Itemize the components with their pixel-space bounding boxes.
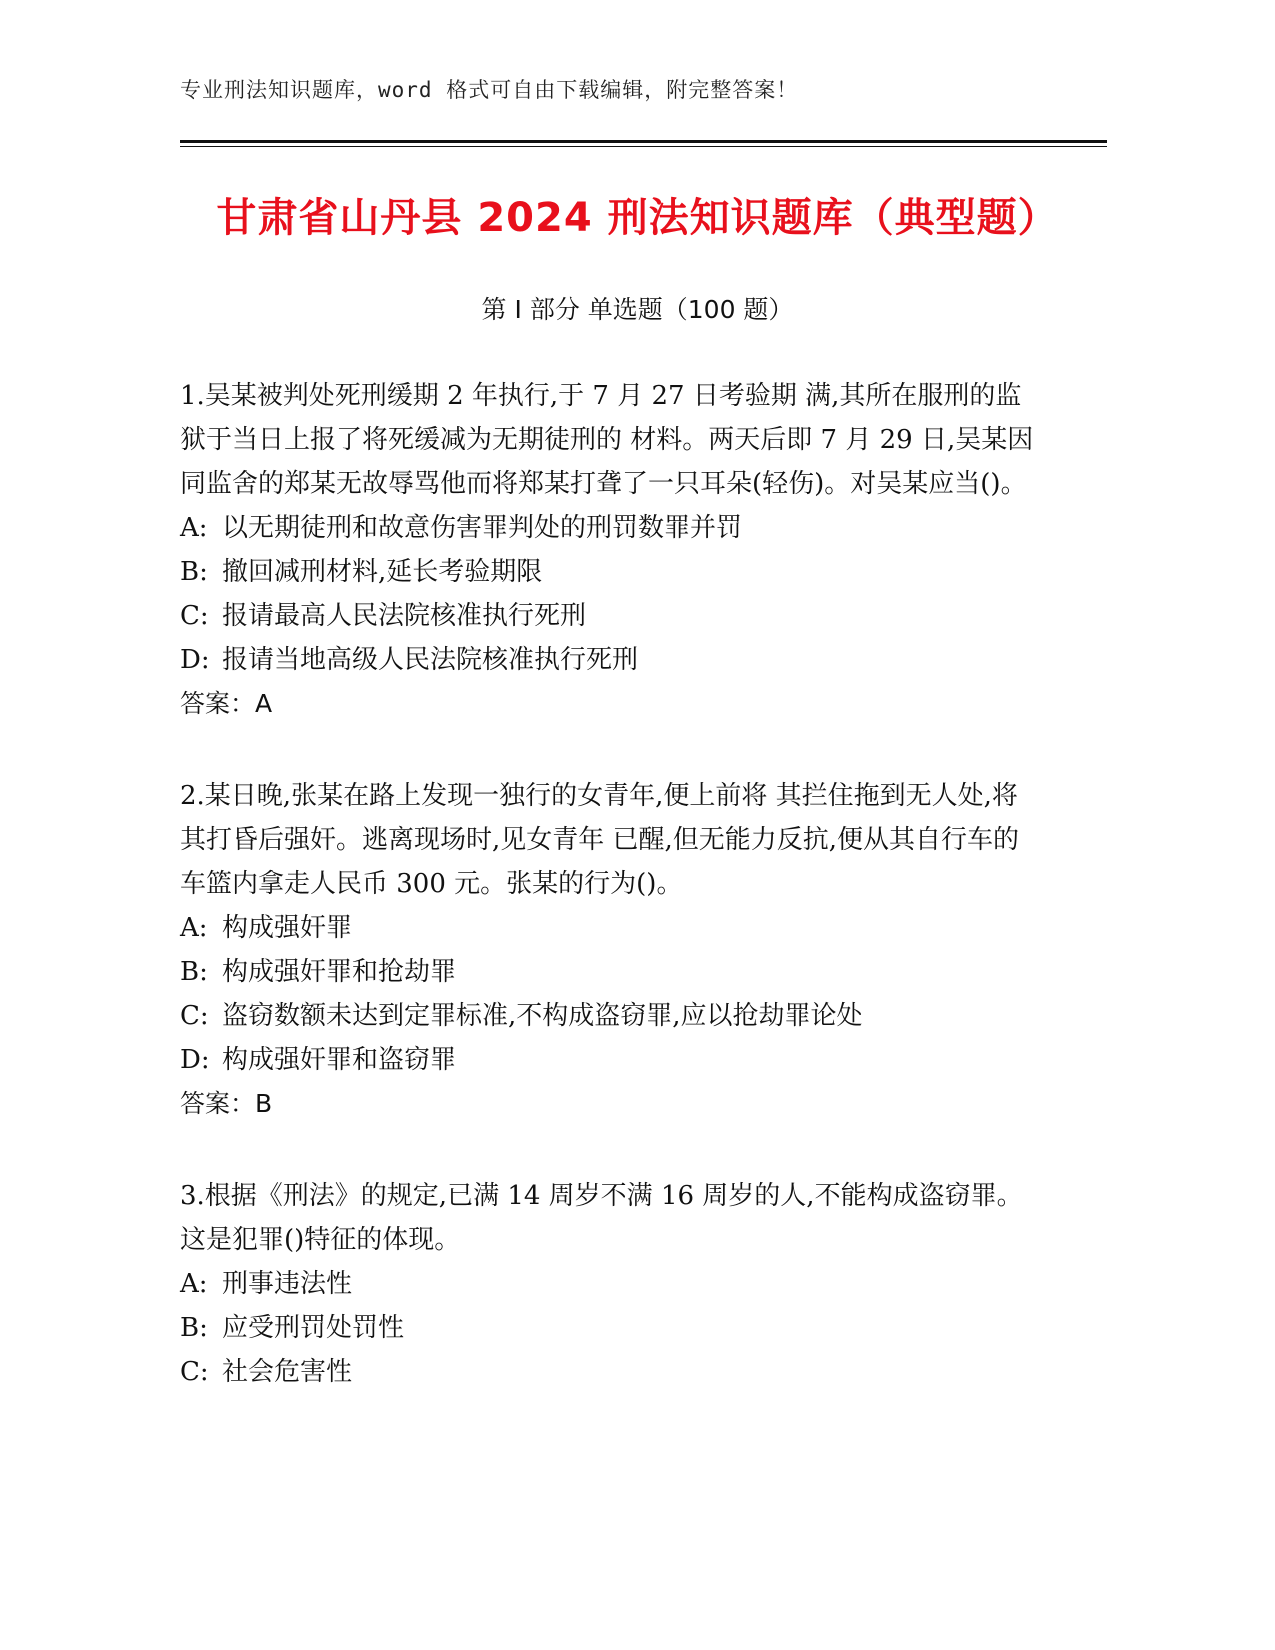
option-text: 构成强奸罪 [222,913,353,943]
header-note: 专业刑法知识题库，word 格式可自由下载编辑，附完整答案！ [180,78,799,102]
option-b [180,550,1040,594]
option-text: 以无期徒刑和故意伤害罪判处的刑罚数罪并罚 [222,513,743,543]
option-c [180,594,1040,638]
document-title: 甘肃省山丹县 2024 刑法知识题库（典型题） [216,195,1059,241]
option-c [180,994,1040,1038]
section-title: 第 I 部分 单选题（100 题） [481,295,794,324]
option-a [180,906,1040,950]
option-text: 报请当地高级人民法院核准执行死刑 [222,645,639,675]
option-b [180,950,1040,994]
option-c [180,1350,1040,1394]
option-letter: D: [180,645,210,675]
option-text: 刑事违法性 [222,1269,353,1299]
answer: 答案：A [180,689,273,718]
header-divider-thick [180,140,1107,143]
question-2 [180,774,1040,1126]
question-3 [180,1174,1040,1394]
question-stem: 1.吴某被判处死刑缓期 2 年执行,于 7 月 27 日考验期 满,其所在服刑的监狱于当日上报了将死缓减为无期徒刑的 材料。两天后即 7 月 29 日,吴某因同监舍的郑某无故辱骂他而将郑某打聋了一只耳朵(轻伤)。对吴某应当()。 [180,381,1034,499]
option-b [180,1306,1040,1350]
option-text: 报请最高人民法院核准执行死刑 [222,601,587,631]
option-a [180,1262,1040,1306]
option-letter: C: [180,601,209,631]
option-d [180,638,1040,682]
option-letter: B: [180,957,208,987]
option-d [180,1038,1040,1082]
question-stem: 2.某日晚,张某在路上发现一独行的女青年,便上前将 其拦住拖到无人处,将其打昏后强奸。逃离现场时,见女青年 已醒,但无能力反抗,便从其自行车的车篮内拿走人民币 300 元。张某的行为()。 [180,781,1020,899]
option-text: 盗窃数额未达到定罪标准,不构成盗窃罪,应以抢劫罪论处 [222,1001,863,1031]
option-text: 社会危害性 [222,1357,353,1387]
option-letter: D: [180,1045,210,1075]
answer: 答案：B [180,1089,273,1118]
option-letter: A: [180,1269,208,1299]
option-a [180,506,1040,550]
option-text: 构成强奸罪和抢劫罪 [222,957,457,987]
option-letter: B: [180,557,208,587]
question-1 [180,374,1040,726]
option-letter: A: [180,513,208,543]
option-text: 撤回减刑材料,延长考验期限 [222,557,543,587]
option-letter: A: [180,913,208,943]
option-text: 应受刑罚处罚性 [222,1313,405,1343]
header-divider-thin [180,146,1107,147]
option-letter: B: [180,1313,208,1343]
question-stem: 3.根据《刑法》的规定,已满 14 周岁不满 16 周岁的人,不能构成盗窃罪。这是犯罪()特征的体现。 [180,1181,1023,1255]
question-list [180,374,1040,1442]
option-letter: C: [180,1001,209,1031]
option-letter: C: [180,1357,209,1387]
option-text: 构成强奸罪和盗窃罪 [222,1045,457,1075]
